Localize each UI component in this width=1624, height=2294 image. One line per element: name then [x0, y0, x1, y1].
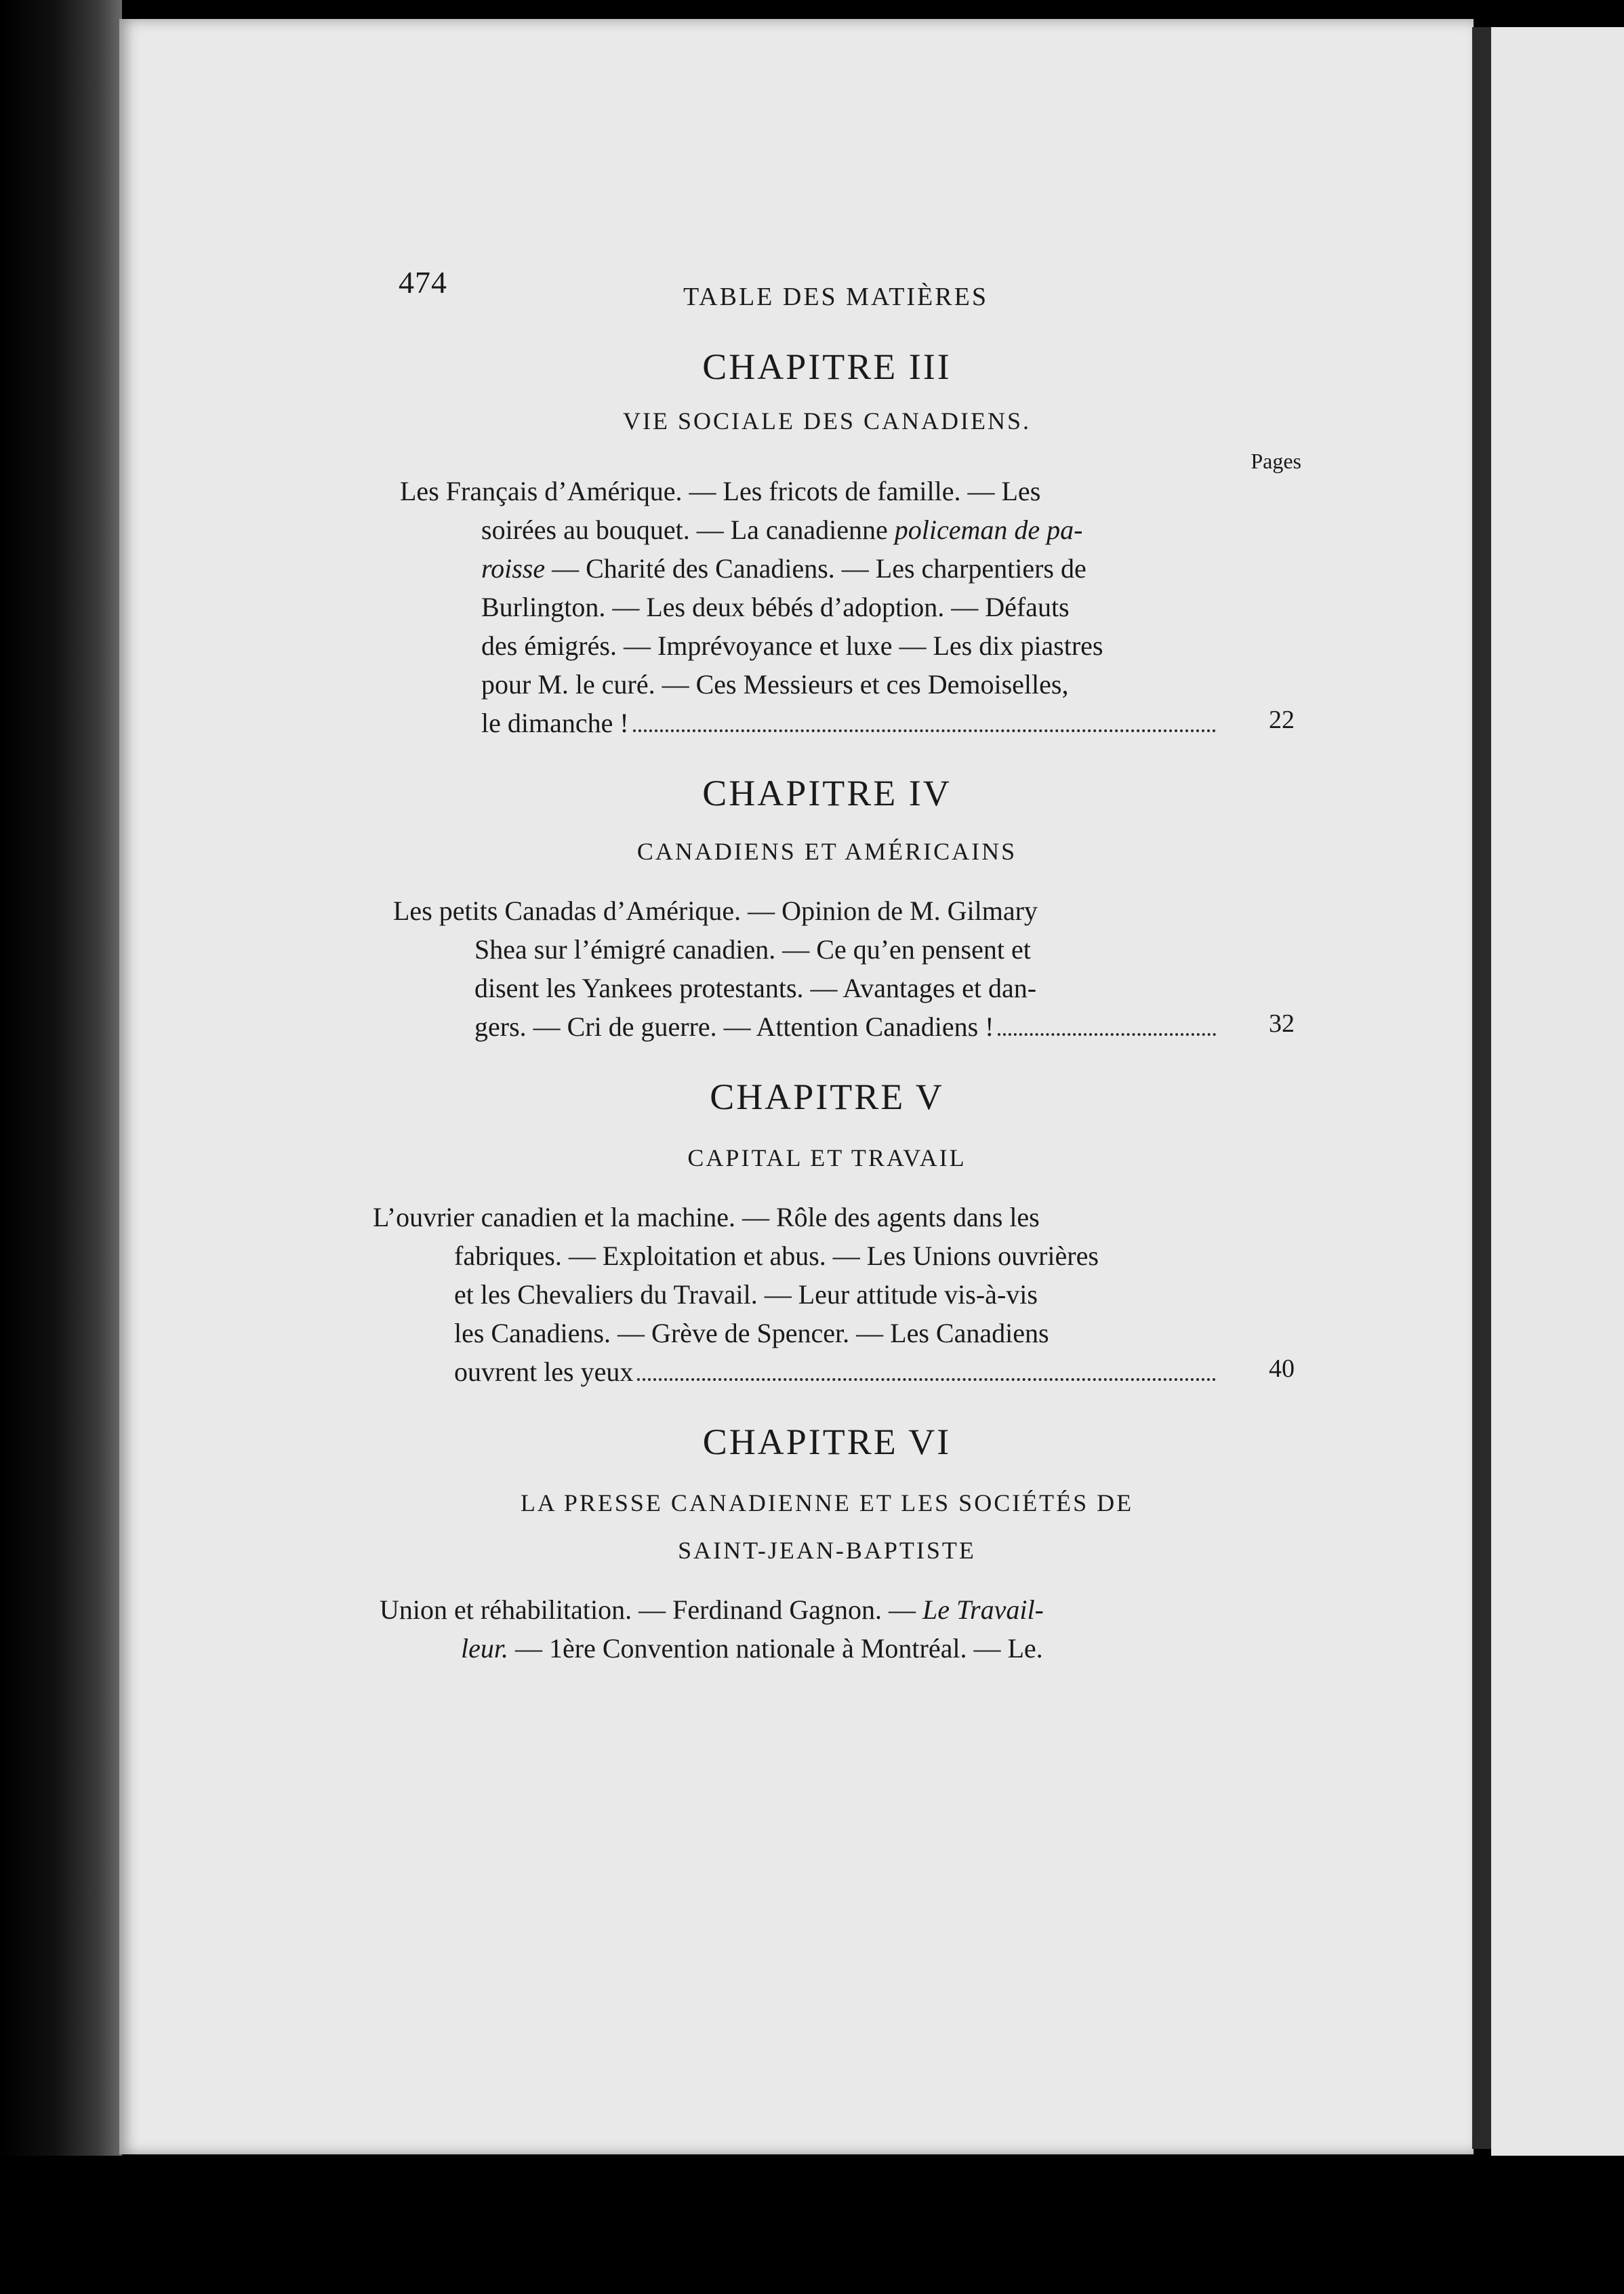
dot-leader	[998, 1033, 1216, 1036]
summary-line: fabriques. — Exploitation et abus. — Les Unions ouvrières	[454, 1241, 1099, 1271]
italic-term: Le Travail-	[922, 1594, 1044, 1625]
chapter-subtitle: VIE SOCIALE DES CANADIENS.	[623, 407, 1031, 435]
summary-text: — Charité des Canadiens. — Les charpentiers de	[545, 553, 1087, 584]
summary-text: Union et réhabilitation. — Ferdinand Gagnon. —	[380, 1594, 922, 1625]
summary-text: — 1ère Convention nationale à Montréal. — Le.	[508, 1633, 1043, 1664]
summary-text: ouvrent les yeux	[454, 1356, 634, 1387]
chapter-summary	[366, 891, 1295, 1046]
chapter-page-number: 40	[1269, 1354, 1295, 1383]
summary-line	[380, 1590, 1220, 1629]
italic-term: policeman de pa-	[894, 515, 1083, 545]
book-binding-shadow	[0, 0, 122, 2294]
summary-line: Les Français d’Amérique. — Les fricots de famille. — Les	[400, 476, 1041, 506]
summary-line	[454, 1352, 1220, 1391]
scan-border	[0, 2156, 1624, 2294]
summary-line: pour M. le curé. — Ces Messieurs et ces Demoiselles,	[481, 669, 1069, 700]
chapter-subtitle: SAINT-JEAN-BAPTISTE	[678, 1537, 976, 1564]
chapter-5	[366, 1076, 1295, 1391]
chapter-title: CHAPITRE III	[702, 346, 952, 387]
summary-line: disent les Yankees protestants. — Avantages et dan-	[474, 973, 1037, 1003]
table-of-contents	[366, 264, 1301, 1668]
chapter-summary	[366, 472, 1295, 742]
italic-term: leur.	[461, 1633, 508, 1664]
dot-leader	[633, 729, 1216, 732]
summary-text: gers. — Cri de guerre. — Attention Canadiens !	[474, 1011, 994, 1042]
chapter-3	[366, 346, 1301, 742]
facing-page-edge	[1491, 27, 1624, 2162]
summary-text: soirées au bouquet. — La canadienne	[481, 515, 888, 545]
summary-line: les Canadiens. — Grève de Spencer. — Les Canadiens	[454, 1318, 1049, 1348]
chapter-title: CHAPITRE V	[710, 1076, 944, 1117]
chapter-4	[366, 772, 1295, 1046]
summary-text: le dimanche !	[481, 708, 629, 738]
summary-line: Les petits Canadas d’Amérique. — Opinion de M. Gilmary	[393, 896, 1038, 926]
pages-column-label: Pages	[1251, 449, 1301, 473]
chapter-6	[366, 1421, 1288, 1668]
chapter-summary	[366, 1590, 1288, 1668]
summary-line	[461, 1629, 1220, 1668]
chapter-page-number: 32	[1269, 1009, 1295, 1038]
summary-line: et les Chevaliers du Travail. — Leur attitude vis-à-vis	[454, 1279, 1038, 1310]
dot-leader	[637, 1378, 1216, 1381]
chapter-subtitle: CAPITAL ET TRAVAIL	[687, 1144, 967, 1171]
summary-line: L’ouvrier canadien et la machine. — Rôle des agents dans les	[373, 1202, 1040, 1232]
chapter-summary	[366, 1198, 1295, 1391]
summary-line	[481, 549, 1220, 588]
summary-line: Burlington. — Les deux bébés d’adoption. — Défauts	[481, 592, 1070, 622]
page-number: 474	[399, 265, 447, 300]
gutter-edge	[1472, 27, 1493, 2149]
summary-line	[474, 1007, 1220, 1046]
chapter-title: CHAPITRE IV	[702, 773, 952, 813]
chapter-subtitle: CANADIENS ET AMÉRICAINS	[636, 838, 1017, 865]
chapter-page-number: 22	[1269, 706, 1295, 734]
summary-line: des émigrés. — Imprévoyance et luxe — Les dix piastres	[481, 630, 1103, 661]
running-head	[366, 264, 1288, 319]
summary-line	[481, 704, 1220, 742]
chapter-title: CHAPITRE VI	[702, 1422, 952, 1462]
summary-line: Shea sur l’émigré canadien. — Ce qu’en pensent et	[474, 934, 1031, 965]
italic-term: roisse	[481, 553, 546, 584]
running-title: TABLE DES MATIÈRES	[683, 283, 988, 311]
summary-line	[481, 510, 1220, 549]
chapter-subtitle: LA PRESSE CANADIENNE ET LES SOCIÉTÉS DE	[520, 1489, 1134, 1516]
